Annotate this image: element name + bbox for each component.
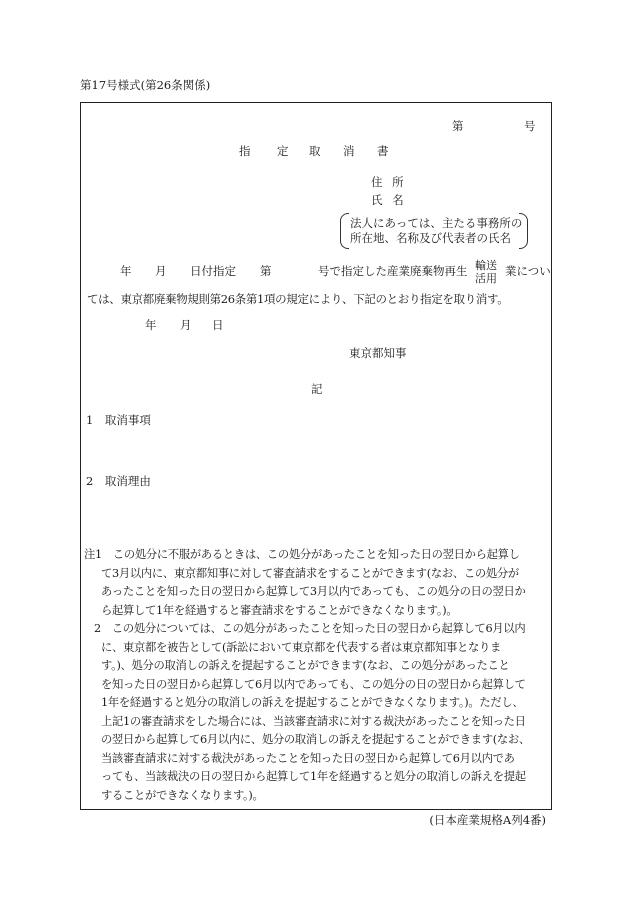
note-line: 2 この処分については、この処分があったことを知った日の翌日から起算して6月以内 <box>94 622 526 635</box>
note-line: 当該審査請求に対する裁決があったことを知った日の翌日から起算して6月以内であ <box>101 751 515 765</box>
body-line-2: ては、東京都廃棄物規則第26条第1項の規定により、下記のとおり指定を取り消す。 <box>87 292 509 306</box>
number-dai: 第 <box>452 119 464 133</box>
note-line: あったことを知った日の翌日から起算して3月以内であっても、この処分の日の翌日か <box>101 585 526 598</box>
business-type-stack <box>475 259 497 285</box>
note-line: て3月以内に、東京都知事に対して審査請求をすることができます(なお、この処分が <box>101 566 519 580</box>
date-tsuki: 月 <box>180 318 192 332</box>
note-line: す。)、処分の取消しの訴えを提起することができます(なお、この処分があったこと <box>101 659 510 672</box>
body-tail: 業につい <box>505 264 551 278</box>
name-label: 氏 名 <box>371 193 404 207</box>
corporate-note-text <box>350 216 522 246</box>
body-tsuki: 月 <box>155 264 167 278</box>
bracket-right <box>519 213 528 249</box>
note-line: を知った日の翌日から起算して6月以内であっても、この処分の日の翌日から起算して <box>101 677 526 691</box>
title-char-4: 消 <box>343 144 355 158</box>
note-line: することができなくなります。)。 <box>101 788 264 802</box>
note-line: 上記1の審査請求をした場合には、当該審査請求に対する裁決があったことを知った日 <box>101 714 526 728</box>
body-nen: 年 <box>120 264 132 278</box>
note-line: 注1 この処分に不服があるときは、この処分があったことを知った日の翌日から起算し <box>84 548 520 561</box>
notes-block <box>84 546 530 805</box>
title-char-2: 定 <box>277 144 289 158</box>
title-char-3: 取 <box>309 144 321 158</box>
body-go-tail: 号で指定した産業廃棄物再生 <box>318 264 468 278</box>
title-char-5: 書 <box>377 144 389 158</box>
item-cancellation-matter: 1 取消事項 <box>86 413 151 427</box>
body-dai: 第 <box>260 264 272 278</box>
stack-top: 輸送 <box>475 259 497 272</box>
note-line: っても、当該裁決の日の翌日から起算して1年を経過すると処分の取消しの訴えを提起 <box>101 770 526 783</box>
body-hizuke: 日付指定 <box>190 264 236 278</box>
form-label: 第17号様式(第26条関係) <box>80 78 211 92</box>
corporate-note <box>340 213 528 247</box>
corporate-note-line-1: 法人にあっては、主たる事務所の <box>350 216 523 230</box>
number-go: 号 <box>524 119 536 133</box>
note-line: の翌日から起算して6月以内に、処分の取消しの訴えを提起することができます(なお、 <box>101 733 530 746</box>
note-line: 1年を経過すると処分の取消しの訴えを提起することができなくなります。)。ただし、 <box>101 696 524 709</box>
note-line: ら起算して1年を経過すると審査請求をすることができなくなります。)。 <box>101 603 458 617</box>
note-line: に、東京都を被告として(訴訟において東京都を代表する者は東京都知事となりま <box>101 640 501 654</box>
date-nen: 年 <box>145 318 157 332</box>
item-cancellation-reason: 2 取消理由 <box>86 474 151 488</box>
ki-label: 記 <box>311 382 323 396</box>
footer-standard: (日本産業規格A列4番) <box>429 813 546 827</box>
title-char-1: 指 <box>239 144 251 158</box>
bracket-left <box>340 213 349 249</box>
corporate-note-line-2: 所在地、名称及び代表者の氏名 <box>350 231 511 245</box>
issuer: 東京都知事 <box>349 346 407 360</box>
address-label: 住 所 <box>371 175 404 189</box>
stack-bottom: 活用 <box>475 272 497 285</box>
date-hi: 日 <box>212 318 224 332</box>
